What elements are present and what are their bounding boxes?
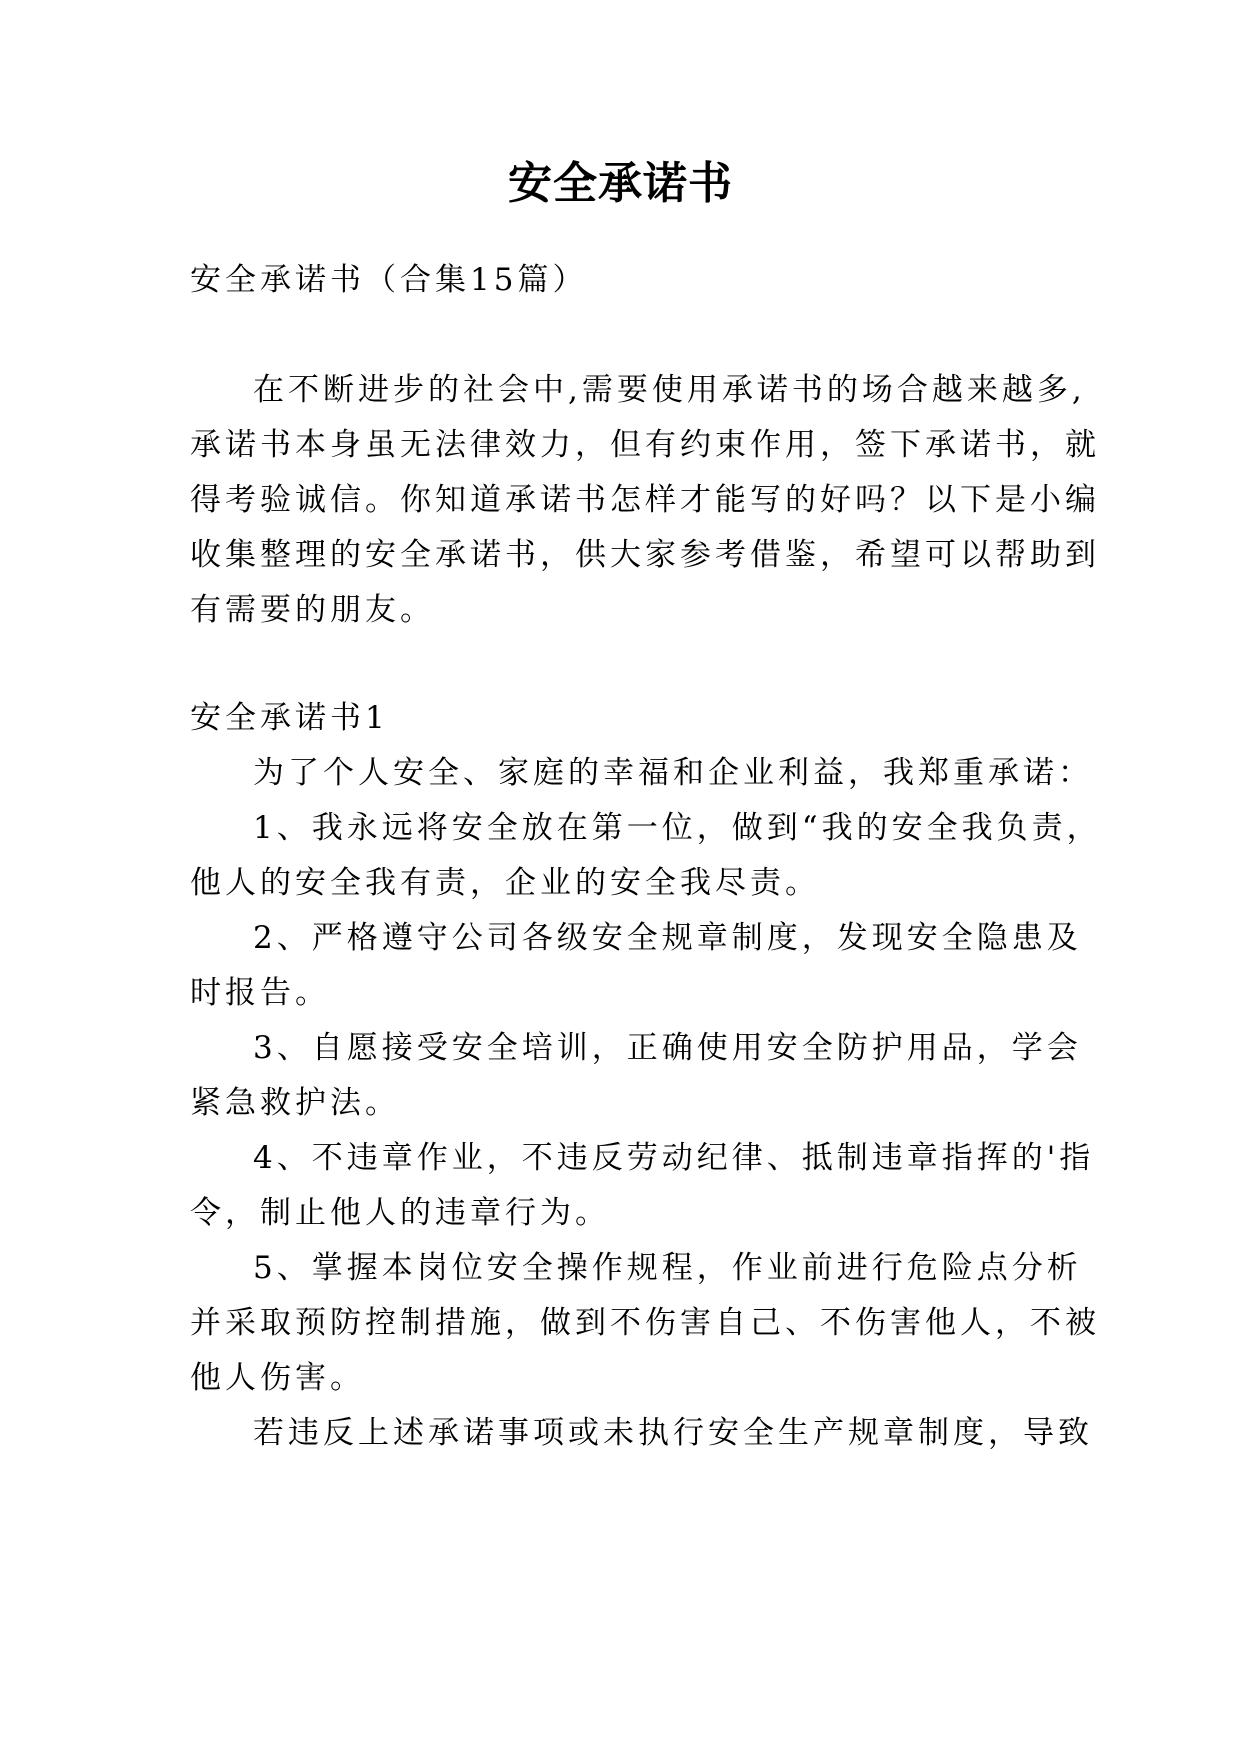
item-5-line-1: 5、掌握本岗位安全操作规程，作业前进行危险点分析 xyxy=(253,1250,1082,1286)
item-5-line-2: 并采取预防控制措施，做到不伤害自己、不伤害他人，不被 xyxy=(190,1305,1100,1341)
intro-line-4: 收集整理的安全承诺书，供大家参考借鉴，希望可以帮助到 xyxy=(190,537,1100,573)
item-1-line-1: 1、我永远将安全放在第一位，做到“我的安全我负责， xyxy=(253,810,1102,846)
item-1-line-2: 他人的安全我有责，企业的安全我尽责。 xyxy=(190,865,820,901)
document-title: 安全承诺书 xyxy=(508,158,733,209)
intro-line-5: 有需要的朋友。 xyxy=(190,592,435,628)
item-2-line-1: 2、严格遵守公司各级安全规章制度，发现安全隐患及 xyxy=(253,920,1082,956)
document-subtitle: 安全承诺书（合集15篇） xyxy=(190,262,588,298)
item-4-line-2: 令，制止他人的违章行为。 xyxy=(190,1195,610,1231)
item-3-line-1: 3、自愿接受安全培训，正确使用安全防护用品，学会 xyxy=(253,1030,1082,1066)
intro-line-2: 承诺书本身虽无法律效力，但有约束作用，签下承诺书，就 xyxy=(190,427,1100,463)
item-3-line-2: 紧急救护法。 xyxy=(190,1085,400,1121)
item-4-line-1: 4、不违章作业，不违反劳动纪律、抵制违章指挥的'指 xyxy=(253,1140,1095,1176)
item-5-line-3: 他人伤害。 xyxy=(190,1360,365,1396)
intro-line-3: 得考验诚信。你知道承诺书怎样才能写的好吗？以下是小编 xyxy=(190,482,1100,518)
closing-line: 若违反上述承诺事项或未执行安全生产规章制度，导致 xyxy=(253,1415,1093,1451)
intro-line-1: 在不断进步的社会中,需要使用承诺书的场合越来越多, xyxy=(253,372,1086,408)
section-lead: 为了个人安全、家庭的幸福和企业利益，我郑重承诺： xyxy=(253,755,1093,791)
section-heading: 安全承诺书1 xyxy=(190,700,389,736)
item-2-line-2: 时报告。 xyxy=(190,975,330,1011)
